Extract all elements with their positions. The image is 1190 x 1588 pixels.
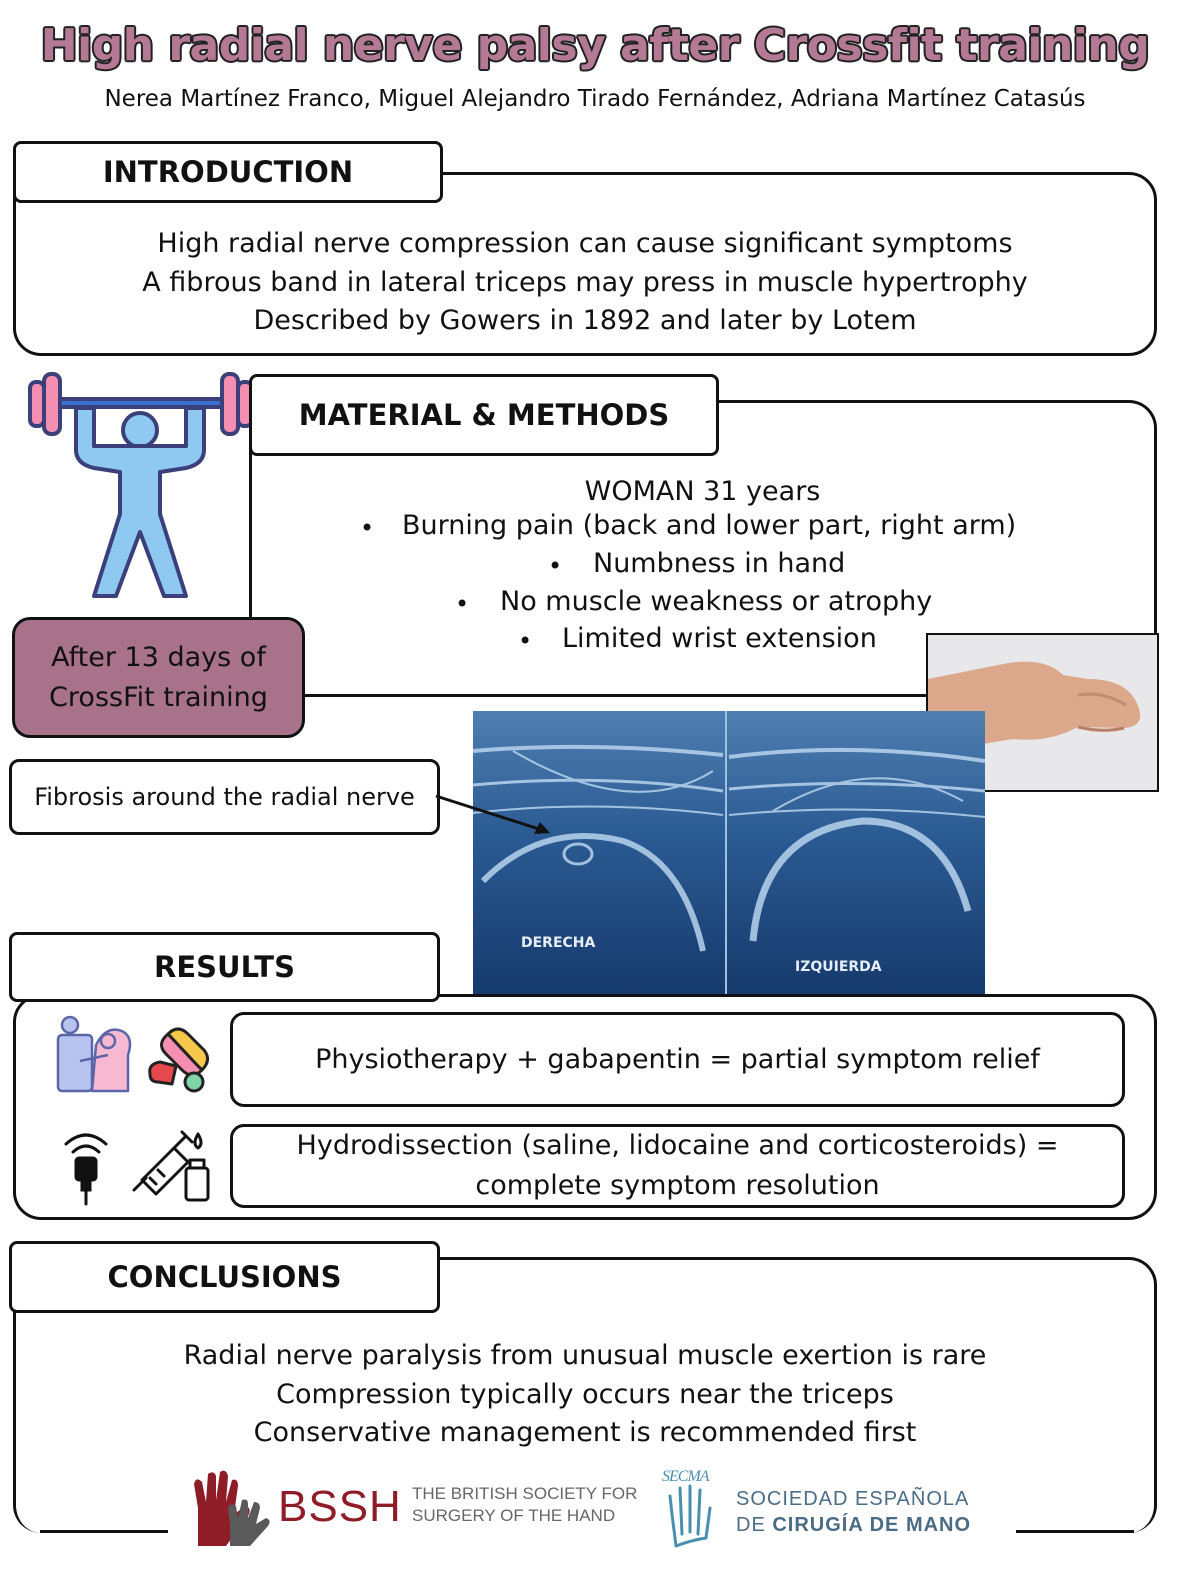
secm-logo: [662, 1466, 1002, 1550]
result-item-2: [230, 1124, 1125, 1208]
fibrosis-callout: Fibrosis around the radial nerve: [9, 759, 440, 835]
results-heading: RESULTS: [9, 932, 440, 1002]
bssh-wordmark: BSSH: [278, 1482, 402, 1531]
training-note: [12, 617, 305, 738]
pills-icon: [146, 1024, 212, 1098]
secm-line1: SOCIEDAD ESPAÑOLA: [736, 1488, 970, 1510]
result-item-1: Physiotherapy + gabapentin = partial symptom relief: [230, 1012, 1125, 1107]
callout-arrow: [430, 790, 560, 840]
bssh-logo: [190, 1468, 638, 1548]
ultrasound-probe-icon: [60, 1128, 112, 1210]
weightlifter-icon: [24, 364, 256, 608]
poster-title: High radial nerve palsy after Crossfit training: [40, 20, 1150, 71]
conclusions-bottom-left: [40, 1530, 168, 1533]
physiotherapy-icon: [56, 1015, 136, 1097]
secm-line2-prefix: DE: [736, 1514, 773, 1536]
bullet-text: Burning pain (back and lower part, right arm): [402, 510, 1017, 541]
secm-mark: SECMA: [662, 1468, 709, 1485]
conclusion-line: Conservative management is recommended first: [253, 1417, 917, 1448]
bullet-dot: •: [518, 627, 533, 655]
conclusions-bottom-right: [1016, 1530, 1134, 1533]
bssh-line1: THE BRITISH SOCIETY FOR: [412, 1484, 638, 1503]
conclusion-line: Compression typically occurs near the triceps: [276, 1378, 894, 1410]
bullet-dot: •: [360, 514, 375, 542]
conclusions-text: [13, 1337, 1157, 1453]
ultrasound-label-right: IZQUIERDA: [795, 959, 882, 975]
bullet-dot: •: [548, 552, 563, 580]
bullet-text: No muscle weakness or atrophy: [500, 586, 933, 617]
bullet-dot: •: [455, 590, 470, 618]
introduction-heading: INTRODUCTION: [13, 141, 443, 203]
introduction-line: Described by Gowers in 1892 and later by Lotem: [253, 305, 917, 336]
ultrasound-image: [473, 711, 985, 994]
methods-divider: [249, 694, 929, 697]
introduction-line: High radial nerve compression can cause significant symptoms: [157, 228, 1013, 259]
secm-line2: [736, 1514, 971, 1537]
authors: Nerea Martínez Franco, Miguel Alejandro Tirado Fernández, Adriana Martínez Catasús: [104, 86, 1086, 112]
secm-hand-icon: [662, 1484, 718, 1548]
introduction-text: [13, 225, 1157, 341]
bullet-text: Numbness in hand: [593, 548, 846, 579]
bullet-text: Limited wrist extension: [562, 623, 877, 654]
syringe-icon: [128, 1124, 214, 1208]
result-item-2-text: Hydrodissection (saline, lidocaine and corticosteroids) = complete symptom resolution: [296, 1130, 1059, 1201]
secm-line2-bold: CIRUGÍA DE MANO: [772, 1514, 972, 1536]
conclusion-line: Radial nerve paralysis from unusual muscle exertion is rare: [183, 1340, 987, 1371]
training-note-text: After 13 days of CrossFit training: [49, 641, 268, 713]
patient-label: WOMAN 31 years: [584, 476, 821, 507]
methods-heading: MATERIAL & METHODS: [249, 374, 719, 456]
conclusions-heading: CONCLUSIONS: [9, 1241, 440, 1313]
introduction-line: A fibrous band in lateral triceps may press in muscle hypertrophy: [142, 266, 1028, 298]
bssh-line2: SURGERY OF THE HAND: [412, 1506, 616, 1525]
bssh-hands-icon: [190, 1468, 274, 1548]
ultrasound-label-left: DERECHA: [521, 935, 596, 951]
